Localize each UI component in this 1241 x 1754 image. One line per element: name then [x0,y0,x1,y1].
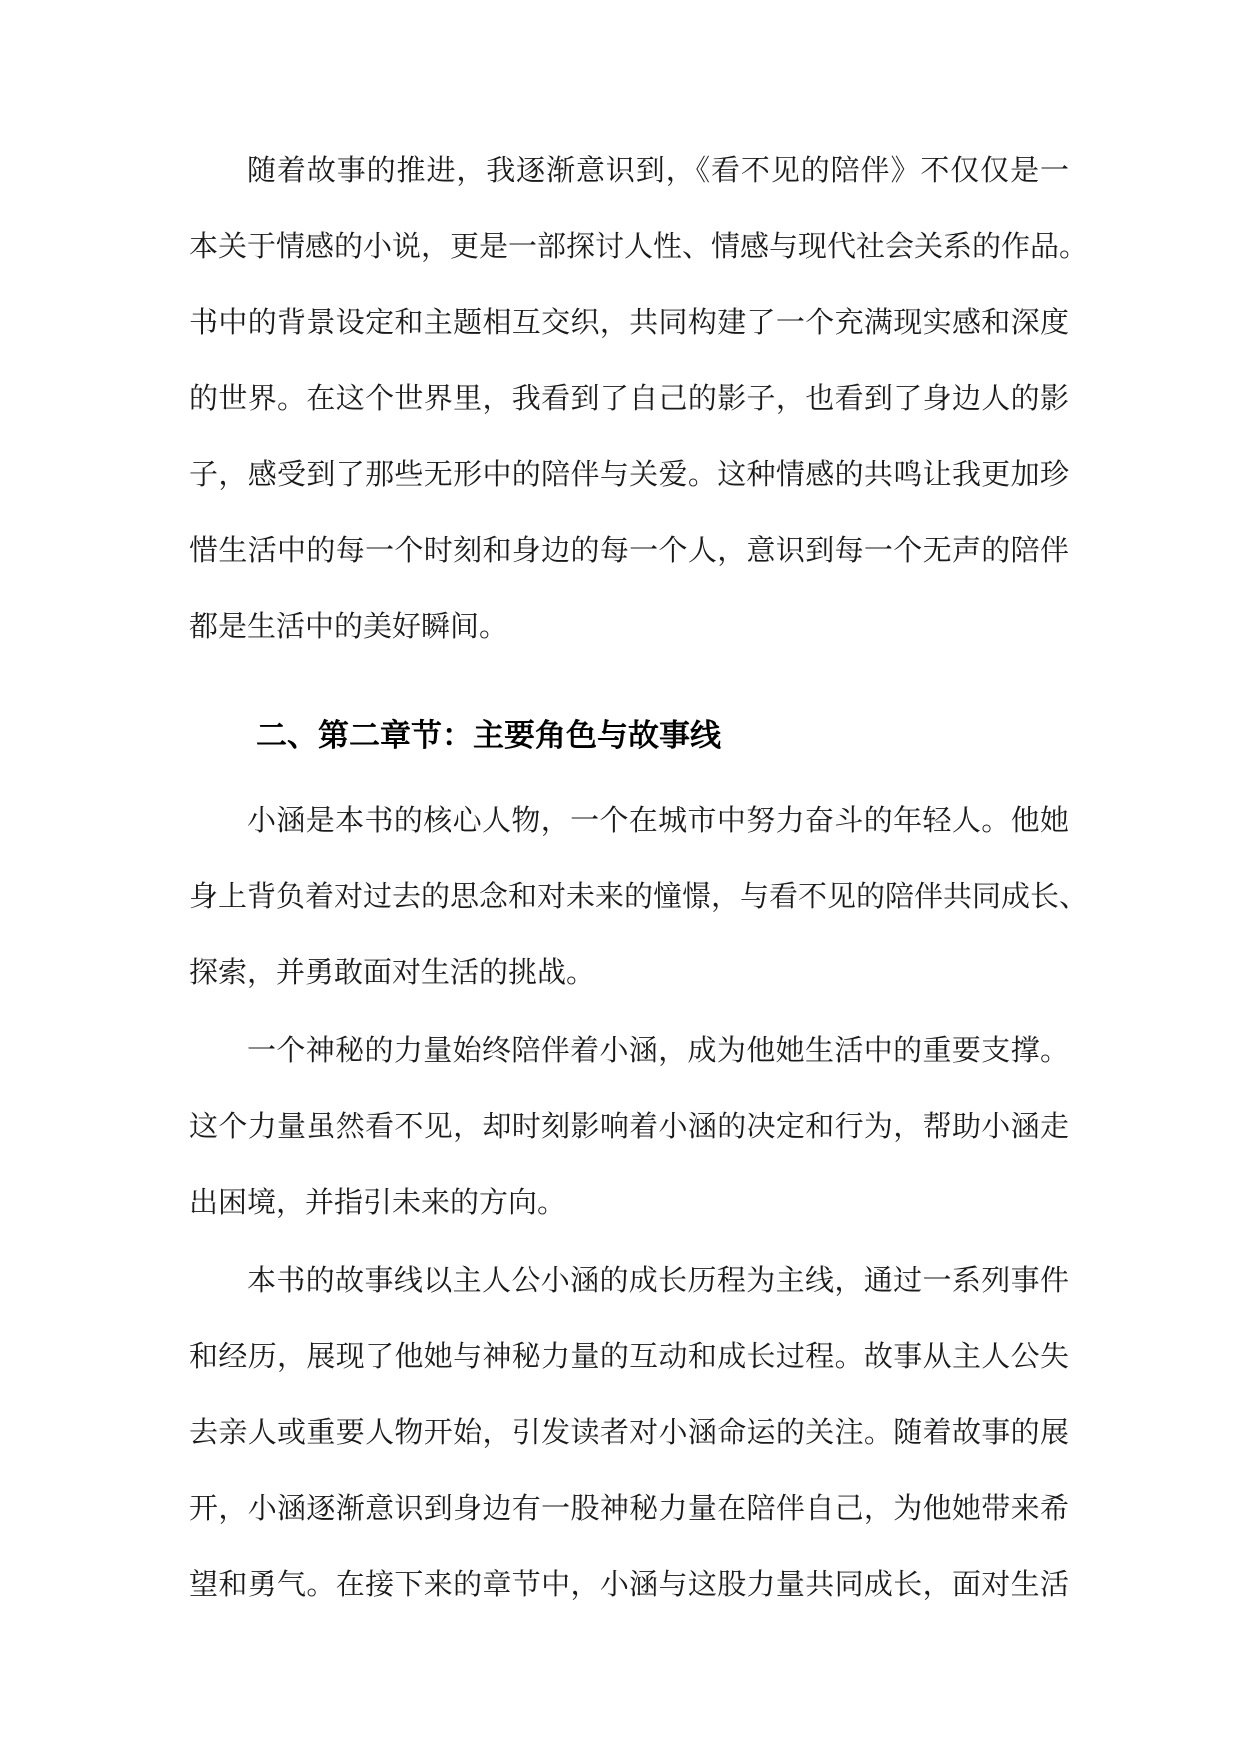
text-line: 开，小涵逐渐意识到身边有一股神秘力量在陪伴自己，为他她带来希 [189,1491,1069,1525]
text-line: 探索，并勇敢面对生活的挑战。 [189,955,596,989]
text-line: 子，感受到了那些无形中的陪伴与关爱。这种情感的共鸣让我更加珍 [189,457,1069,491]
text-line: 随着故事的推进，我逐渐意识到，《看不见的陪伴》不仅仅是一 [247,153,1069,187]
text-line: 书中的背景设定和主题相互交织，共同构建了一个充满现实感和深度 [189,305,1069,339]
text-line: 本关于情感的小说，更是一部探讨人性、情感与现代社会关系的作品。 [189,229,1089,263]
text-line: 一个神秘的力量始终陪伴着小涵，成为他她生活中的重要支撑。 [247,1033,1069,1067]
text-line: 小涵是本书的核心人物，一个在城市中努力奋斗的年轻人。他她 [247,803,1069,837]
text-line: 惜生活中的每一个时刻和身边的每一个人，意识到每一个无声的陪伴 [189,533,1069,567]
section-heading: 二、第二章节：主要角色与故事线 [256,718,721,754]
text-line: 本书的故事线以主人公小涵的成长历程为主线，通过一系列事件 [247,1263,1069,1297]
text-line: 都是生活中的美好瞬间。 [189,609,509,643]
text-line: 这个力量虽然看不见，却时刻影响着小涵的决定和行为，帮助小涵走 [189,1109,1069,1143]
text-line: 身上背负着对过去的思念和对未来的憧憬，与看不见的陪伴共同成长、 [189,879,1089,913]
text-line: 出困境，并指引未来的方向。 [189,1185,567,1219]
text-line: 望和勇气。在接下来的章节中，小涵与这股力量共同成长，面对生活 [189,1567,1069,1601]
text-line: 和经历，展现了他她与神秘力量的互动和成长过程。故事从主人公失 [189,1339,1069,1373]
text-line: 的世界。在这个世界里，我看到了自己的影子，也看到了身边人的影 [189,381,1069,415]
text-line: 去亲人或重要人物开始，引发读者对小涵命运的关注。随着故事的展 [189,1415,1069,1449]
